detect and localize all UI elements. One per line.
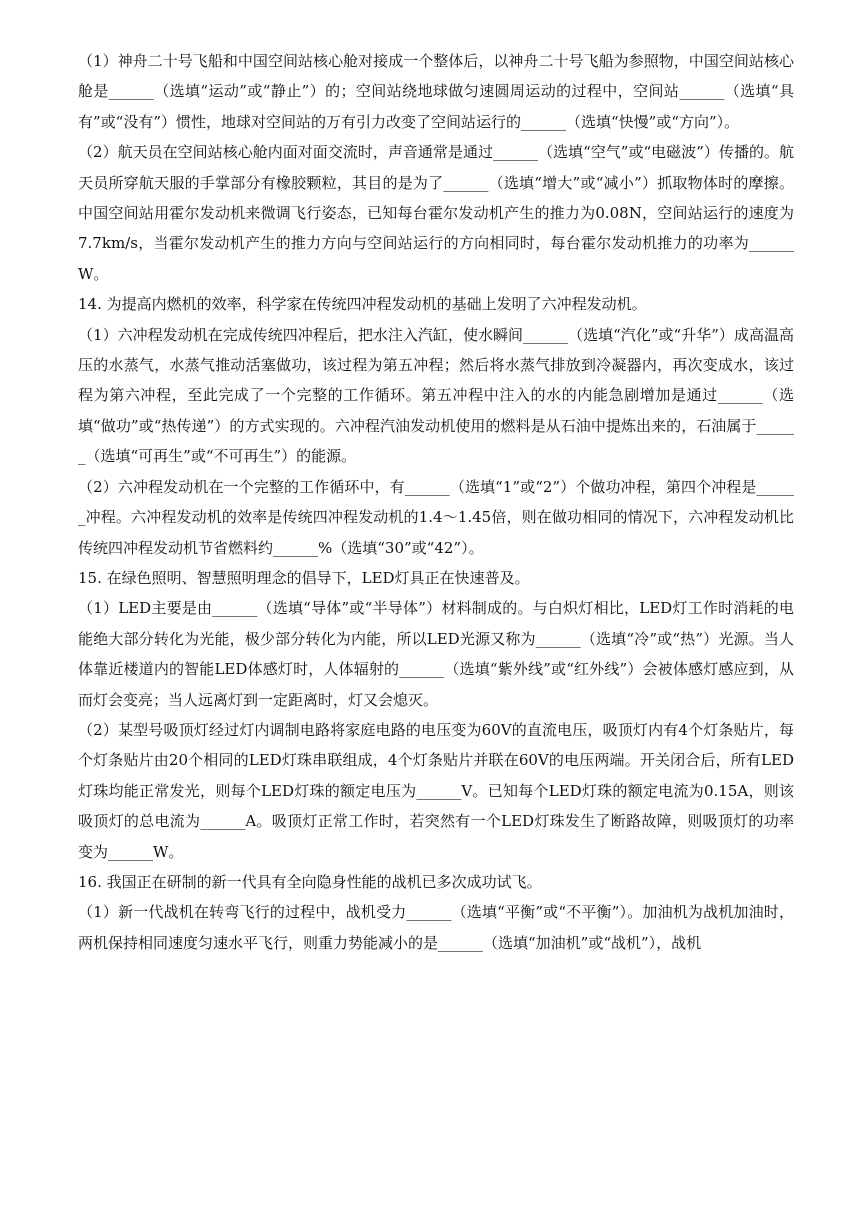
paragraph-q15-part1: （1）LED主要是由______（选填“导体”或“半导体”）材料制成的。与白炽灯相比，LED灯工作时消耗的电能绝大部分转化为光能，极少部分转化为内能，所以LED光源又称为______（选填“冷”或“热”）光源。当人体靠近楼道内的智能LED体感灯时，人体辐射的______（选填“紫外线”或“红外线”）会被体感灯感应到，从而灯会变亮；当人远离灯到一定距离时，灯又会熄灭。 [78,599,794,709]
question-16-heading: 16. 我国正在研制的新一代具有全向隐身性能的战机已多次成功试飞。 [78,872,542,891]
paragraph-q13-part1: （1）神舟二十号飞船和中国空间站核心舱对接成一个整体后，以神舟二十号飞船为参照物，中国空间站核心舱是______（选填“运动”或“静止”）的；空间站绕地球做匀速圆周运动的过程中，空间站______（选填“具有”或“没有”）惯性，地球对空间站的万有引力改变了空间站运行的______（选填“快慢”或“方向”）。 [78,52,794,131]
paragraph-q13-part2: （2）航天员在空间站核心舱内面对面交流时，声音通常是通过______（选填“空气”或“电磁波”）传播的。航天员所穿航天服的手掌部分有橡胶颗粒，其目的是为了______（选填“增大”或“减小”）抓取物体时的摩擦。中国空间站用霍尔发动机来微调飞行姿态，已知每台霍尔发动机产生的推力为0.08N，空间站运行的速度为7.7km/s，当霍尔发动机产生的推力方向与空间站运行的方向相同时，每台霍尔发动机推力的功率为______W。 [78,143,794,283]
paragraph-q15-part2: （2）某型号吸顶灯经过灯内调制电路将家庭电路的电压变为60V的直流电压，吸顶灯内有4个灯条贴片，每个灯条贴片由20个相同的LED灯珠串联组成，4个灯条贴片并联在60V的电压两端。开关闭合后，所有LED灯珠均能正常发光，则每个LED灯珠的额定电压为______V。已知每个LED灯珠的额定电流为0.15A，则该吸顶灯的总电流为______A。吸顶灯正常工作时，若突然有一个LED灯珠发生了断路故障，则吸顶灯的功率变为______W。 [78,720,794,861]
paragraph-q16-part1: （1）新一代战机在转弯飞行的过程中，战机受力______（选填“平衡”或“不平衡”）。加油机为战机加油时，两机保持相同速度匀速水平飞行，则重力势能减小的是______（选填“加油机”或“战机”），战机 [78,903,794,952]
paragraph-q14-part1: （1）六冲程发动机在完成传统四冲程后，把水注入汽缸，使水瞬间______（选填“汽化”或“升华”）成高温高压的水蒸气，水蒸气推动活塞做功，该过程为第五冲程；然后将水蒸气排放到冷凝器内，再次变成水，该过程为第六冲程，至此完成了一个完整的工作循环。第五冲程中注入的水的内能急剧增加是通过______（选填“做功”或“热传递”）的方式实现的。六冲程汽油发动机使用的燃料是从石油中提炼出来的，石油属于______（选填“可再生”或“不可再生”）的能源。 [78,325,794,466]
question-15-heading: 15. 在绿色照明、智慧照明理念的倡导下，LED灯具正在快速普及。 [78,568,530,587]
question-14-heading: 14. 为提高内燃机的效率，科学家在传统四冲程发动机的基础上发明了六冲程发动机。 [78,295,647,314]
paragraph-q14-part2: （2）六冲程发动机在一个完整的工作循环中，有______（选填“1”或“2”）个做功冲程，第四个冲程是______冲程。六冲程发动机的效率是传统四冲程发动机的1.4～1.45倍，则在做功相同的情况下，六冲程发动机比传统四冲程发动机节省燃料约______%（选填“30”或“42”）。 [78,477,794,557]
document-page [78,46,794,958]
